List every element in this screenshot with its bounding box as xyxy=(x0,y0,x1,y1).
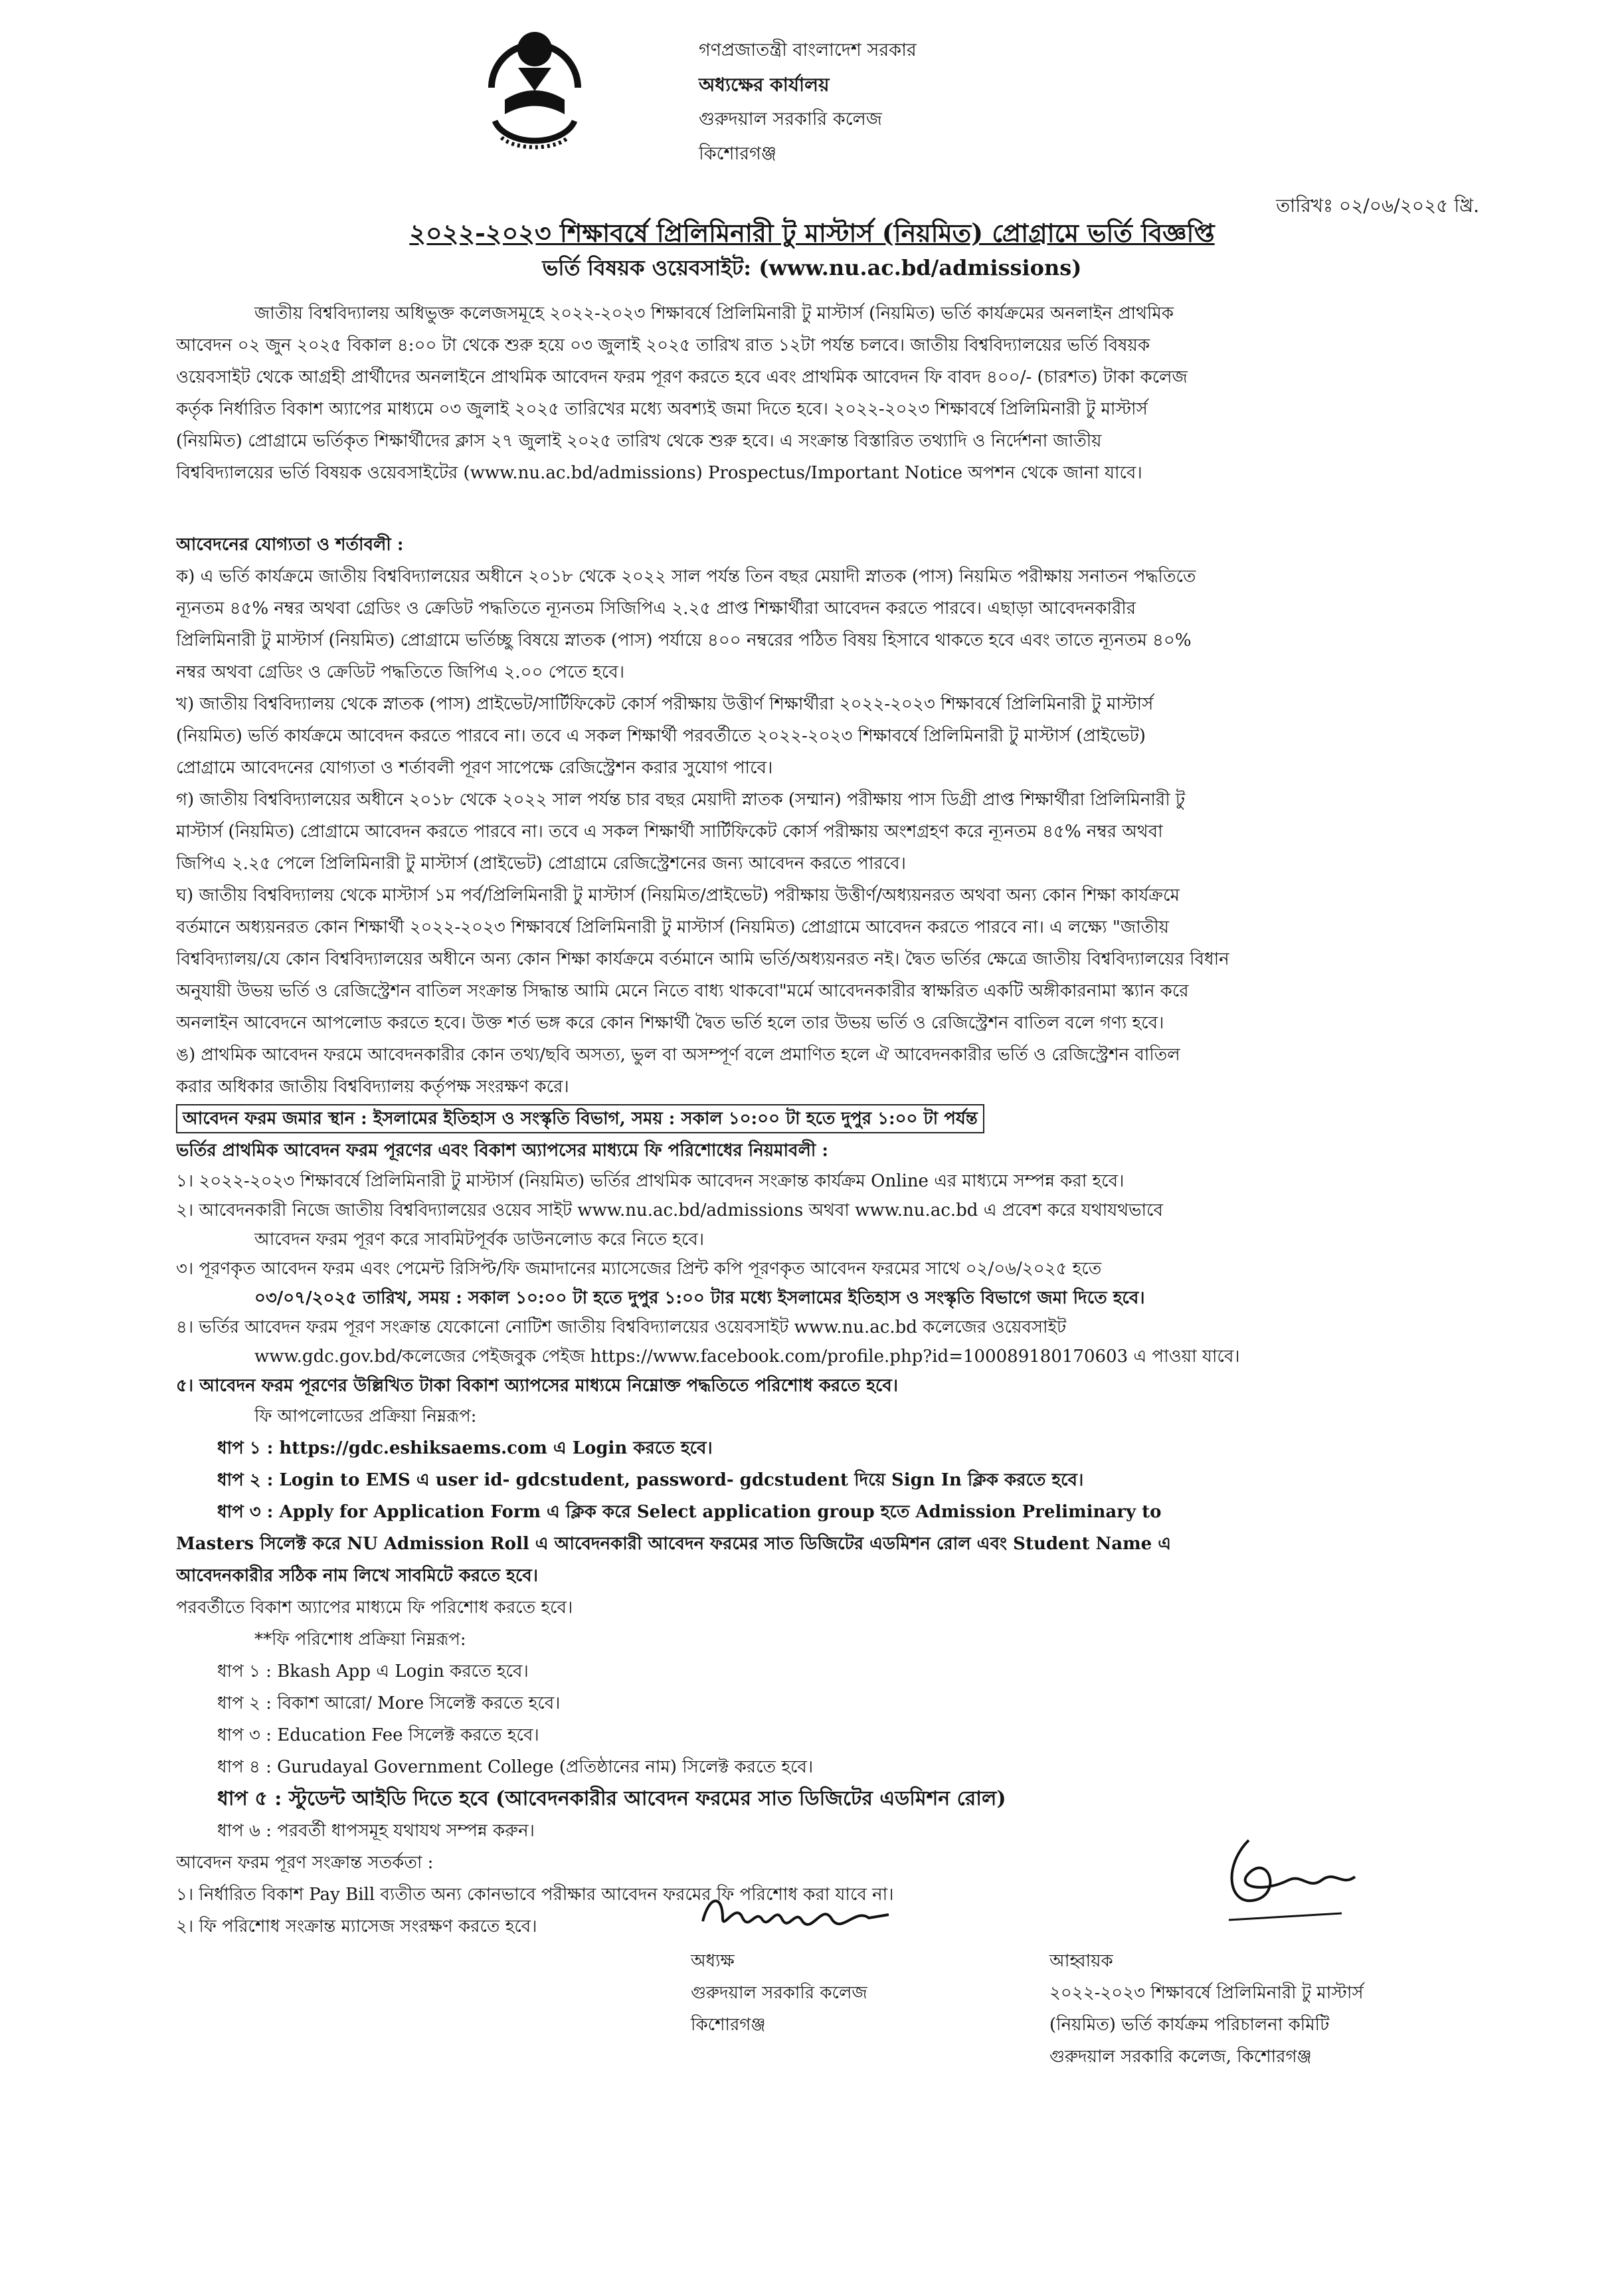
eligibility-line: খ) জাতীয় বিশ্ববিদ্যালয় থেকে স্নাতক (পাস) প্রাইভেট/সার্টিফিকেট কোর্স পরীক্ষায় উত্তীর্ণ শিক্ষার্থীরা ২০২২-২০২৩ শিক্ষাবর্ষে প্রিলিমিনারী টু মাস্টার্স xyxy=(176,694,1154,714)
convener-title: আহ্বায়ক xyxy=(1049,1951,1113,1971)
office-line: অধ্যক্ষের কার্যালয় xyxy=(699,74,830,96)
eligibility-line: জিপিএ ২.২৫ পেলে প্রিলিমিনারী টু মাস্টার্স (প্রাইভেট) প্রোগ্রামে রেজিস্ট্রেশনের জন্য আবেদন করতে পারবে। xyxy=(176,854,906,874)
notice-date: তারিখঃ ০২/০৬/২০২৫ খ্রি. xyxy=(1276,195,1479,217)
payment-step: ধাপ ৫ : স্টুডেন্ট আইডি দিতে হবে (আবেদনকারীর আবেদন ফরমের সাত ডিজিটের এডমিশন রোল) xyxy=(217,1787,1006,1810)
upload-step: আবেদনকারীর সঠিক নাম লিখে সাবমিটে করতে হবে। xyxy=(176,1566,539,1586)
convener-block xyxy=(1049,1945,1364,2073)
college-location: কিশোরগঞ্জ xyxy=(699,143,776,164)
eligibility-line: বিশ্ববিদ্যালয়/যে কোন বিশ্ববিদ্যালয়ের অধীনে অন্য কোন শিক্ষা কার্যক্রমে বর্তমানে আমি ভর্তি/অধ্যয়নরত নই। দ্বৈত ভর্তির ক্ষেত্রে জাতীয় বিশ্ববিদ্যালয়ের বিধান xyxy=(176,949,1229,969)
payment-step: ধাপ ৬ : পরবর্তী ধাপসমূহ যথাযথ সম্পন্ন করুন। xyxy=(217,1821,535,1841)
eligibility-line: অনলাইন আবেদনে আপলোড করতে হবে। উক্ত শর্ত ভঙ্গ করে কোন শিক্ষার্থী দ্বৈত ভর্তি হলে তার উভয় ভর্তি ও রেজিস্ট্রেশন বাতিল বলে গণ্য হবে। xyxy=(176,1013,1164,1033)
eligibility-line: গ) জাতীয় বিশ্ববিদ্যালয়ের অধীনে ২০১৮ থেকে ২০২২ সাল পর্যন্ত চার বছর মেয়াদী স্নাতক (সম্মান) পরীক্ষায় পাস ডিগ্রী প্রাপ্ত শিক্ষার্থীরা প্রিলিমিনারী টু xyxy=(176,790,1186,810)
principal-block xyxy=(691,1945,867,2041)
eligibility-line: ক) এ ভর্তি কার্যক্রমে জাতীয় বিশ্ববিদ্যালয়ের অধীনে ২০১৮ থেকে ২০২২ সাল পর্যন্ত তিন বছর মেয়াদী স্নাতক (পাস) নিয়মিত পরীক্ষায় সনাতন পদ্ধতিতে xyxy=(176,567,1196,587)
payment-step: ধাপ ৪ : Gurudayal Government College (প্রতিষ্ঠানের নাম) সিলেক্ট করতে হবে। xyxy=(217,1757,814,1777)
convener-college: গুরুদয়াল সরকারি কলেজ, কিশোরগঞ্জ xyxy=(1049,2047,1312,2067)
govt-line: গণপ্রজাতন্ত্রী বাংলাদেশ সরকার xyxy=(699,40,917,60)
convener-committee-line1: ২০২২-২০২৩ শিক্ষাবর্ষে প্রিলিমিনারী টু মাস্টার্স xyxy=(1049,1983,1364,2003)
notice-body xyxy=(176,298,1459,1943)
convener-signature xyxy=(1209,1827,1368,1933)
letterhead xyxy=(699,33,1097,171)
caution-item: ১। নির্ধারিত বিকাশ Pay Bill ব্যতীত অন্য কোনভাবে পরীক্ষার আবেদন ফরমের ফি পরিশোধ করা যাবে না। xyxy=(176,1885,894,1905)
principal-college: গুরুদয়াল সরকারি কলেজ xyxy=(691,1983,867,2003)
eligibility-line: ন্যূনতম ৪৫% নম্বর অথবা গ্রেডিং ও ক্রেডিট পদ্ধতিতে ন্যূনতম সিজিপিএ ২.২৫ প্রাপ্ত শিক্ষার্থীরা আবেদন করতে পারবে। এছাড়া আবেদনকারীর xyxy=(176,599,1136,619)
rule-item: ৫। আবেদন ফরম পূরণের উল্লিখিত টাকা বিকাশ অ্যাপসের মাধ্যমে নিম্নোক্ত পদ্ধতিতে পরিশোধ করতে হবে। xyxy=(176,1376,899,1396)
rule-item: ০৩/০৭/২০২৫ তারিখ, সময় : সকাল ১০:০০ টা হতে দুপুর ১:০০ টার মধ্যে ইসলামের ইতিহাস ও সংস্কৃতি বিভাগে জমা দিতে হবে। xyxy=(254,1288,1145,1308)
payment-step: ধাপ ৩ : Education Fee সিলেক্ট করতে হবে। xyxy=(217,1725,539,1745)
submission-place-box: আবেদন ফরম জমার স্থান : ইসলামের ইতিহাস ও সংস্কৃতি বিভাগ, সময় : সকাল ১০:০০ টা হতে দুপুর ১:০০ টা পর্যন্ত xyxy=(176,1104,984,1133)
upload-steps xyxy=(176,1432,1459,1592)
rules-heading: ভর্তির প্রাথমিক আবেদন ফরম পূরণের এবং বিকাশ অ্যাপসের মাধ্যমে ফি পরিশোধের নিয়মাবলী : xyxy=(176,1141,828,1161)
eligibility-line: নম্বর অথবা গ্রেডিং ও ক্রেডিট পদ্ধতিতে জিপিএ ২.০০ পেতে হবে। xyxy=(176,662,625,682)
intro-line: (নিয়মিত) প্রোগ্রামে ভর্তিকৃত শিক্ষার্থীদের ক্লাস ২৭ জুলাই ২০২৫ তারিখ থেকে শুরু হবে। এ সংক্রান্ত বিস্তারিত তথ্যাদি ও নির্দেশনা জাতীয় xyxy=(176,431,1102,451)
payment-heading: **ফি পরিশোধ প্রক্রিয়া নিম্নরূপ: xyxy=(254,1630,466,1650)
college-name: গুরুদয়াল সরকারি কলেজ xyxy=(699,109,882,130)
intro-line: জাতীয় বিশ্ববিদ্যালয় অধিভুক্ত কলেজসমূহে ২০২২-২০২৩ শিক্ষাবর্ষে প্রিলিমিনারী টু মাস্টার্স (নিয়মিত) ভর্তি কার্যক্রমের অনলাইন প্রাথমিক xyxy=(254,304,1174,324)
payment-steps xyxy=(176,1656,1459,1847)
intro-line: বিশ্ববিদ্যালয়ের ভর্তি বিষয়ক ওয়েবসাইটের (www.nu.ac.bd/admissions) Prospectus/Important Notice অপশন থেকে জানা যাবে। xyxy=(176,463,1142,483)
principal-signature xyxy=(696,1881,895,1941)
upload-heading: ফি আপলোডের প্রক্রিয়া নিম্নরূপ: xyxy=(254,1406,477,1426)
college-logo-icon xyxy=(478,21,591,154)
eligibility-line: করার অধিকার জাতীয় বিশ্ববিদ্যালয় কর্তৃপক্ষ সংরক্ষণ করে। xyxy=(176,1077,569,1097)
upload-step: ধাপ ২ : Login to EMS এ user id- gdcstudent, password- gdcstudent দিয়ে Sign In ক্লিক করতে হবে। xyxy=(217,1470,1084,1490)
eligibility-line: প্রোগ্রামে আবেদনের যোগ্যতা ও শর্তাবলী পূরণ সাপেক্ষে রেজিস্ট্রেশন করার সুযোগ পাবে। xyxy=(176,758,773,778)
upload-step: Masters সিলেক্ট করে NU Admission Roll এ আবেদনকারী আবেদন ফরমের সাত ডিজিটের এডমিশন রোল এবং Student Name এ xyxy=(176,1534,1172,1554)
caution-item: ২। ফি পরিশোধ সংক্রান্ত ম্যাসেজ সংরক্ষণ করতে হবে। xyxy=(176,1917,537,1937)
admission-website: ভর্তি বিষয়ক ওয়েবসাইট: (www.nu.ac.bd/admissions) xyxy=(542,255,1082,280)
eligibility-list xyxy=(176,561,1459,1103)
intro-paragraph xyxy=(176,298,1459,489)
upload-step: ধাপ ৩ : Apply for Application Form এ ক্লিক করে Select application group হতে Admission Preliminary to xyxy=(217,1502,1162,1522)
rule-item: আবেদন ফরম পূরণ করে সাবমিটপূর্বক ডাউনলোড করে নিতে হবে। xyxy=(254,1230,705,1250)
rules-list xyxy=(176,1167,1459,1400)
convener-committee-line2: (নিয়মিত) ভর্তি কার্যক্রম পরিচালনা কমিটি xyxy=(1049,2015,1330,2035)
rule-item: ৪। ভর্তির আবেদন ফরম পূরণ সংক্রান্ত যেকোনো নোটিশ জাতীয় বিশ্ববিদ্যালয়ের ওয়েবসাইট www.nu.ac.bd কলেজের ওয়েবসাইট xyxy=(176,1317,1067,1337)
principal-title: অধ্যক্ষ xyxy=(691,1951,735,1971)
eligibility-line: (নিয়মিত) ভর্তি কার্যক্রমে আবেদন করতে পারবে না। তবে এ সকল শিক্ষার্থী পরবর্তীতে ২০২২-২০২৩ শিক্ষাবর্ষে প্রিলিমিনারী টু মাস্টার্স (প্রাইভেট) xyxy=(176,726,1146,746)
caution-heading: আবেদন ফরম পূরণ সংক্রান্ত সতর্কতা : xyxy=(176,1853,434,1873)
intro-line: ওয়েবসাইট থেকে আগ্রহী প্রার্থীদের অনলাইনে প্রাথমিক আবেদন ফরম পূরণ করতে হবে এবং প্রাথমিক আবেদন ফি বাবদ ৪০০/- (চারশত) টাকা কলেজ xyxy=(176,367,1188,387)
payment-step: ধাপ ২ : বিকাশ আরো/ More সিলেক্ট করতে হবে। xyxy=(217,1693,561,1713)
eligibility-line: প্রিলিমিনারী টু মাস্টার্স (নিয়মিত) প্রোগ্রামে ভর্তিচ্ছু বিষয়ে স্নাতক (পাস) পর্যায়ে ৪০০ নম্বরের পঠিত বিষয় হিসাবে থাকতে হবে এবং তাতে ন্যূনতম ৪০% xyxy=(176,630,1192,650)
eligibility-line: অনুযায়ী উভয় ভর্তি ও রেজিস্ট্রেশন বাতিল সংক্রান্ত সিদ্ধান্ত আমি মেনে নিতে বাধ্য থাকবো"মর্মে আবেদনকারীর স্বাক্ষরিত একটি অঙ্গীকারনামা স্ক্যান করে xyxy=(176,981,1189,1001)
upload-step: ধাপ ১ : https://gdc.eshiksaems.com এ Login করতে হবে। xyxy=(217,1438,713,1458)
intro-line: আবেদন ০২ জুন ২০২৫ বিকাল ৪:০০ টা থেকে শুরু হয়ে ০৩ জুলাই ২০২৫ তারিখ রাত ১২টা পর্যন্ত চলবে। জাতীয় বিশ্ববিদ্যালয়ের ভর্তি বিষয়ক xyxy=(176,335,1150,355)
rule-item: www.gdc.gov.bd/কলেজের পেইজবুক পেইজ https://www.facebook.com/profile.php?id=100089180170603 এ পাওয়া যাবে। xyxy=(254,1347,1240,1367)
intro-line: কর্তৃক নির্ধারিত বিকাশ অ্যাপের মাধ্যমে ০৩ জুলাই ২০২৫ তারিখের মধ্যে অবশ্যই জমা দিতে হবে। ২০২২-২০২৩ শিক্ষাবর্ষে প্রিলিমিনারী টু মাস্টার্স xyxy=(176,399,1148,419)
rule-item: ১। ২০২২-২০২৩ শিক্ষাবর্ষে প্রিলিমিনারী টু মাস্টার্স (নিয়মিত) ভর্তির প্রাথমিক আবেদন সংক্রান্ত কার্যক্রম Online এর মাধ্যমে সম্পন্ন করা হবে। xyxy=(176,1171,1125,1191)
payment-step: ধাপ ১ : Bkash App এ Login করতে হবে। xyxy=(217,1662,529,1681)
eligibility-line: মাস্টার্স (নিয়মিত) প্রোগ্রামে আবেদন করতে পারবে না। তবে এ সকল শিক্ষার্থী সার্টিফিকেট কোর্স পরীক্ষায় অংশগ্রহণ করে ন্যূনতম ৪৫% নম্বর অথবা xyxy=(176,822,1163,842)
rule-item: ৩। পূরণকৃত আবেদন ফরম এবং পেমেন্ট রিসিপ্ট/ফি জমাদানের ম্যাসেজের প্রিন্ট কপি পূরণকৃত আবেদন ফরমের সাথে ০২/০৬/২০২৫ হতে xyxy=(176,1259,1102,1279)
eligibility-line: ঘ) জাতীয় বিশ্ববিদ্যালয় থেকে মাস্টার্স ১ম পর্ব/প্রিলিমিনারী টু মাস্টার্স (নিয়মিত/প্রাইভেট) পরীক্ষায় উত্তীর্ণ/অধ্যয়নরত অথবা অন্য কোন শিক্ষা কার্যক্রমে xyxy=(176,886,1180,905)
principal-location: কিশোরগঞ্জ xyxy=(691,2015,766,2035)
eligibility-heading: আবেদনের যোগ্যতা ও শর্তাবলী : xyxy=(176,535,404,555)
eligibility-line: ঙ) প্রাথমিক আবেদন ফরমে আবেদনকারীর কোন তথ্য/ছবি অসত্য, ভুল বা অসম্পূর্ণ বলে প্রমাণিত হলে ঐ আবেদনকারীর ভর্তি ও রেজিস্ট্রেশন বাতিল xyxy=(176,1045,1180,1065)
notice-title: ২০২২-২০২৩ শিক্ষাবর্ষে প্রিলিমিনারী টু মাস্টার্স (নিয়মিত) প্রোগ্রামে ভর্তি বিজ্ঞপ্তি xyxy=(409,218,1215,248)
rule-item: ২। আবেদনকারী নিজে জাতীয় বিশ্ববিদ্যালয়ের ওয়েব সাইট www.nu.ac.bd/admissions অথবা www.nu.ac.bd এ প্রবেশ করে যথাযথভাবে xyxy=(176,1200,1163,1220)
eligibility-line: বর্তমানে অধ্যয়নরত কোন শিক্ষার্থী ২০২২-২০২৩ শিক্ষাবর্ষে প্রিলিমিনারী টু মাস্টার্স (নিয়মিত) প্রোগ্রামে আবেদন করতে পারবে না। এ লক্ষ্যে "জাতীয় xyxy=(176,917,1169,937)
after-upload-note: পরবর্তীতে বিকাশ অ্যাপের মাধ্যমে ফি পরিশোধ করতে হবে। xyxy=(176,1598,573,1618)
